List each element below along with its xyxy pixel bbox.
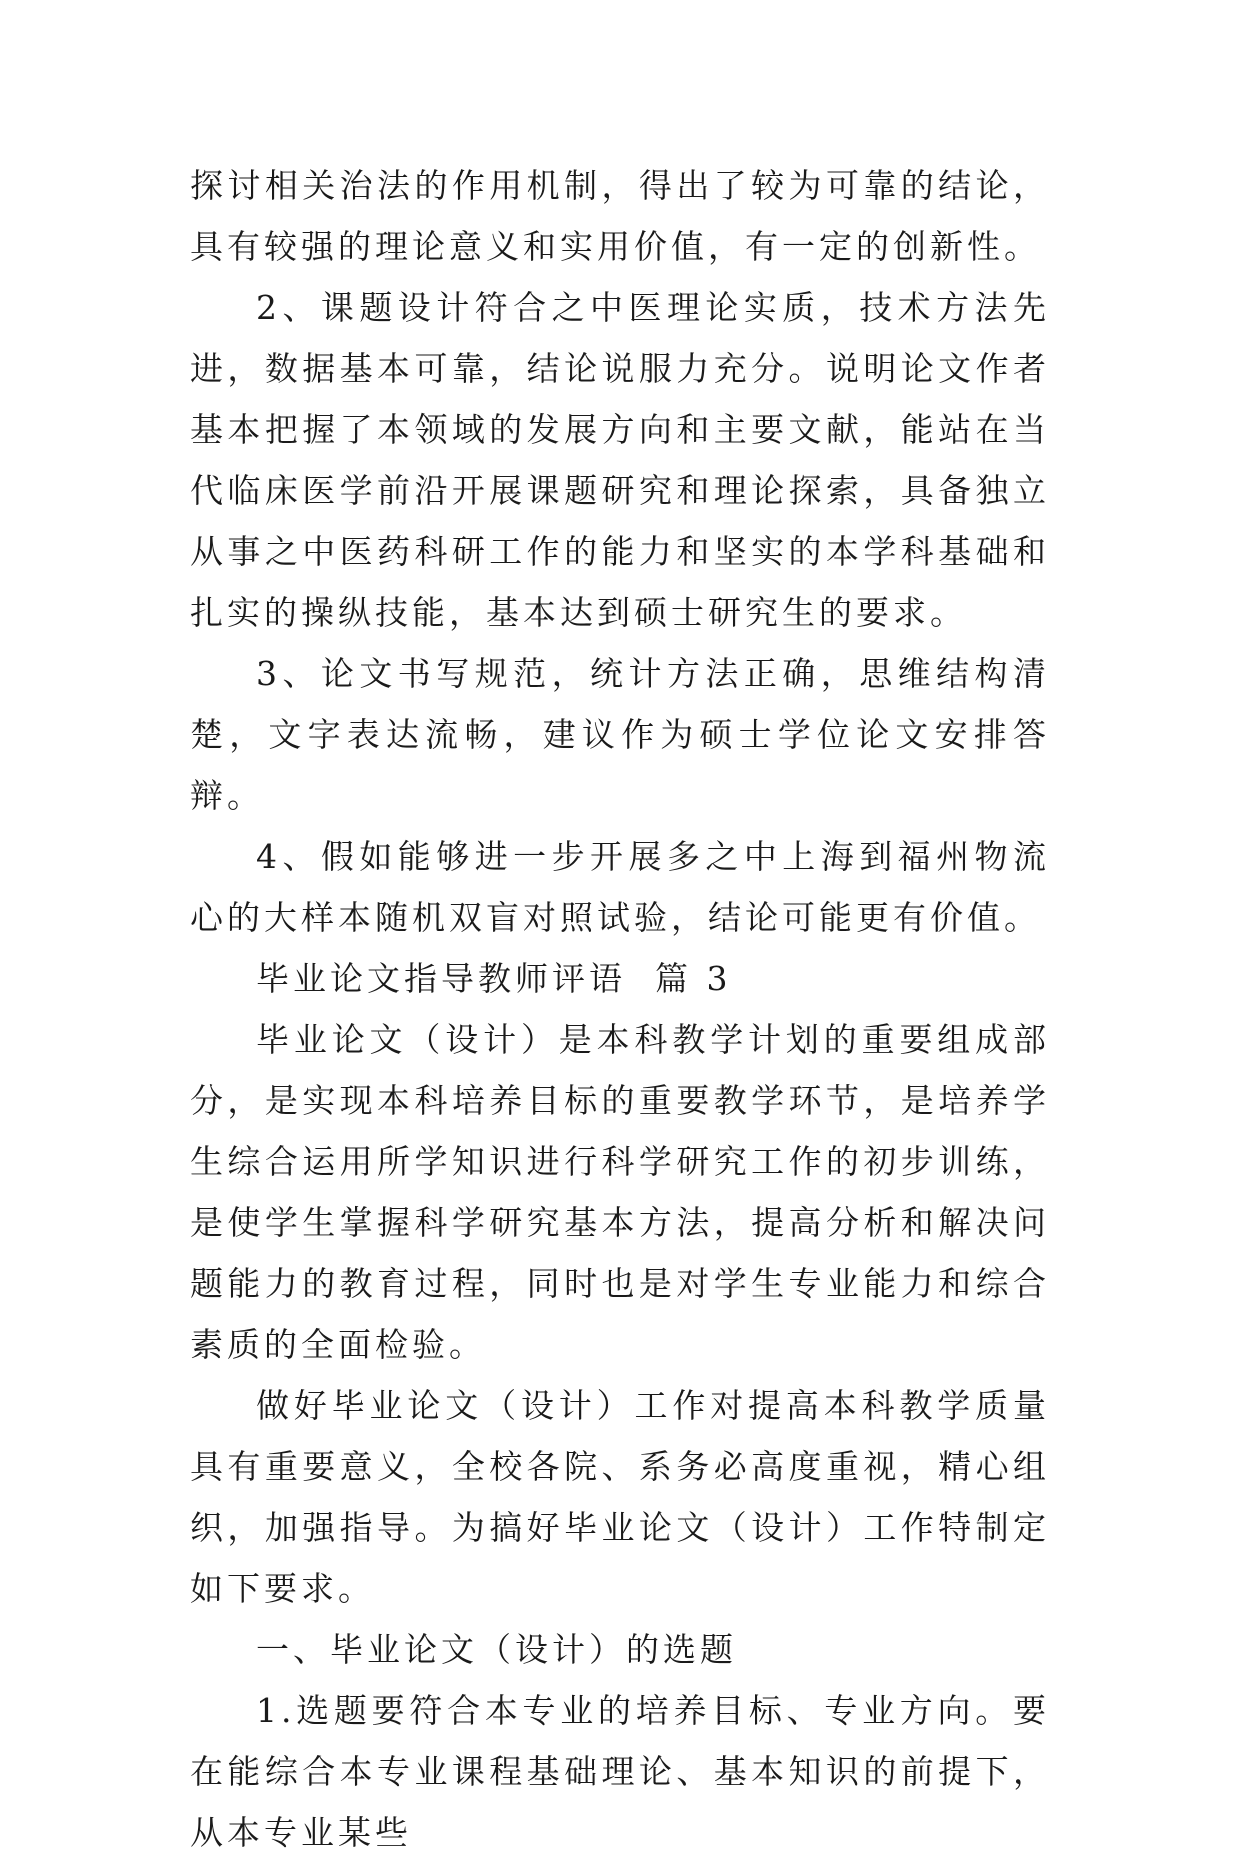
- paragraph-item-4: 4、假如能够进一步开展多之中上海到福州物流心的大样本随机双盲对照试验，结论可能更有价值。: [190, 837, 1050, 937]
- paragraph-continuation: 探讨相关治法的作用机制，得出了较为可靠的结论，具有较强的理论意义和实用价值，有一定的创新性。: [190, 166, 1050, 266]
- paragraph-topic-selection: 1.选题要符合本专业的培养目标、专业方向。要在能综合本专业课程基础理论、基本知识的前提下，从本专业某些: [190, 1691, 1050, 1852]
- paragraph-item-3: 3、论文书写规范，统计方法正确，思维结构清楚，文字表达流畅，建议作为硕士学位论文安排答辩。: [190, 654, 1050, 815]
- paragraph-intro: 毕业论文（设计）是本科教学计划的重要组成部分，是实现本科培养目标的重要教学环节，是培养学生综合运用所学知识进行科学研究工作的初步训练，是使学生掌握科学研究基本方法，提高分析和解决问题能力的教育过程，同时也是对学生专业能力和综合素质的全面检验。: [190, 1020, 1050, 1364]
- subsection-heading: 一、毕业论文（设计）的选题: [256, 1630, 737, 1669]
- document-body: [190, 155, 1050, 1863]
- section-heading: 毕业论文指导教师评语 篇 3: [256, 959, 732, 998]
- paragraph-item-2: 2、课题设计符合之中医理论实质，技术方法先进，数据基本可靠，结论说服力充分。说明论文作者基本把握了本领域的发展方向和主要文献，能站在当代临床医学前沿开展课题研究和理论探索，具备独立从事之中医药科研工作的能力和坚实的本学科基础和扎实的操纵技能，基本达到硕士研究生的要求。: [190, 288, 1050, 632]
- paragraph-importance: 做好毕业论文（设计）工作对提高本科教学质量具有重要意义，全校各院、系务必高度重视，精心组织，加强指导。为搞好毕业论文（设计）工作特制定如下要求。: [190, 1386, 1050, 1608]
